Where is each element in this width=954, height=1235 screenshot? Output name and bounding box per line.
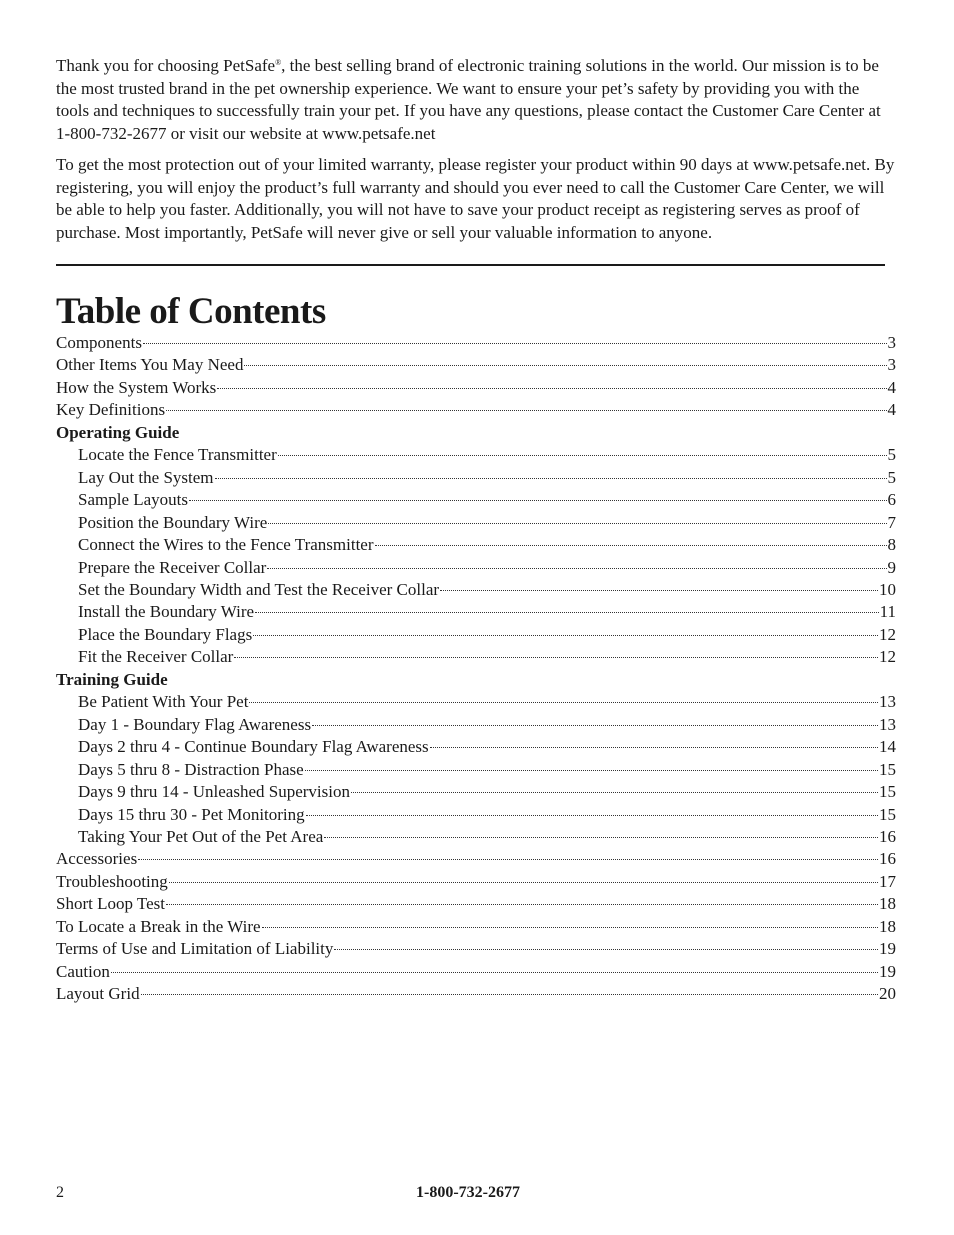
toc-entry-page: 16 bbox=[879, 826, 896, 846]
toc-entry-page: 3 bbox=[887, 355, 896, 375]
toc-dot-leader bbox=[306, 814, 878, 816]
table-of-contents bbox=[56, 332, 896, 1006]
toc-entry bbox=[56, 467, 896, 489]
toc-entry-title: Key Definitions bbox=[56, 400, 166, 420]
toc-entry-title: Terms of Use and Limitation of Liability bbox=[56, 939, 334, 959]
toc-entry-title: Locate the Fence Transmitter bbox=[78, 445, 277, 465]
toc-entry-title: Sample Layouts bbox=[78, 490, 189, 510]
registered-mark: ® bbox=[275, 58, 282, 67]
toc-entry bbox=[56, 354, 896, 376]
toc-entry-page: 13 bbox=[879, 692, 896, 712]
toc-entry-title: Accessories bbox=[56, 849, 138, 869]
toc-entry-title: Operating Guide bbox=[56, 422, 180, 442]
toc-entry bbox=[56, 826, 896, 848]
toc-entry bbox=[56, 691, 896, 713]
toc-dot-leader bbox=[440, 589, 878, 591]
toc-entry bbox=[56, 804, 896, 826]
toc-dot-leader bbox=[278, 454, 887, 456]
toc-entry bbox=[56, 781, 896, 803]
page-number: 2 bbox=[56, 1184, 64, 1201]
footer-phone: 1-800-732-2677 bbox=[416, 1184, 520, 1201]
toc-entry-title: Days 5 thru 8 - Distraction Phase bbox=[78, 759, 304, 779]
toc-entry-title: Days 9 thru 14 - Unleashed Supervision bbox=[78, 782, 350, 802]
toc-entry-title: To Locate a Break in the Wire bbox=[56, 916, 261, 936]
toc-dot-leader bbox=[189, 499, 886, 501]
toc-dot-leader bbox=[255, 611, 879, 613]
toc-entry-page: 15 bbox=[879, 782, 896, 802]
toc-entry-page: 18 bbox=[879, 916, 896, 936]
toc-dot-leader bbox=[111, 971, 878, 973]
toc-entry-title: Connect the Wires to the Fence Transmitter bbox=[78, 535, 374, 555]
toc-entry bbox=[56, 759, 896, 781]
toc-entry bbox=[56, 512, 896, 534]
toc-entry-title: Layout Grid bbox=[56, 984, 140, 1004]
toc-entry-title: Taking Your Pet Out of the Pet Area bbox=[78, 826, 324, 846]
toc-entry-page: 15 bbox=[879, 759, 896, 779]
toc-dot-leader bbox=[334, 948, 878, 950]
toc-dot-leader bbox=[166, 903, 878, 905]
toc-entry-page: 11 bbox=[879, 602, 896, 622]
toc-dot-leader bbox=[430, 746, 878, 748]
toc-entry-page: 5 bbox=[887, 445, 896, 465]
toc-entry bbox=[56, 916, 896, 938]
toc-entry-page: 10 bbox=[879, 579, 896, 599]
toc-entry-title: Days 15 thru 30 - Pet Monitoring bbox=[78, 804, 305, 824]
toc-entry bbox=[56, 332, 896, 354]
toc-entry bbox=[56, 871, 896, 893]
toc-dot-leader bbox=[268, 522, 886, 524]
toc-dot-leader bbox=[215, 477, 887, 479]
toc-entry bbox=[56, 646, 896, 668]
toc-entry-page: 4 bbox=[887, 377, 896, 397]
toc-entry bbox=[56, 601, 896, 623]
toc-entry-page: 3 bbox=[887, 333, 896, 352]
toc-entry-page: 14 bbox=[879, 737, 896, 757]
toc-entry bbox=[56, 624, 896, 646]
toc-dot-leader bbox=[351, 791, 878, 793]
toc-entry-title: Days 2 thru 4 - Continue Boundary Flag Awareness bbox=[78, 737, 429, 757]
toc-entry-page: 17 bbox=[879, 871, 896, 891]
toc-dot-leader bbox=[143, 342, 887, 344]
toc-entry-page: 20 bbox=[879, 984, 896, 1004]
toc-title: Table of Contents bbox=[56, 291, 326, 332]
toc-entry bbox=[56, 399, 896, 421]
toc-entry-title: Day 1 - Boundary Flag Awareness bbox=[78, 714, 312, 734]
toc-entry bbox=[56, 557, 896, 579]
toc-entry bbox=[56, 579, 896, 601]
toc-entry-page: 15 bbox=[879, 804, 896, 824]
toc-entry bbox=[56, 444, 896, 466]
toc-entry-title: Position the Boundary Wire bbox=[78, 512, 268, 532]
toc-entry-title: Set the Boundary Width and Test the Receiver Collar bbox=[78, 579, 440, 599]
intro-paragraph-1 bbox=[56, 52, 896, 145]
toc-entry-title: Install the Boundary Wire bbox=[78, 602, 255, 622]
toc-section-heading bbox=[56, 669, 896, 691]
toc-section-heading bbox=[56, 422, 896, 444]
toc-dot-leader bbox=[305, 769, 878, 771]
toc-dot-leader bbox=[244, 364, 886, 366]
toc-entry-page: 13 bbox=[879, 714, 896, 734]
toc-entry bbox=[56, 848, 896, 870]
toc-entry-title: Training Guide bbox=[56, 669, 168, 689]
toc-dot-leader bbox=[166, 409, 886, 411]
toc-entry bbox=[56, 893, 896, 915]
toc-entry-page: 12 bbox=[879, 647, 896, 667]
toc-entry-title: How the System Works bbox=[56, 377, 217, 397]
toc-dot-leader bbox=[253, 634, 878, 636]
toc-dot-leader bbox=[217, 387, 886, 389]
toc-entry bbox=[56, 983, 896, 1005]
intro-paragraph-2: To get the most protection out of your limited warranty, please register your product within 90 days at www.petsafe.net. By registering, you will enjoy the product’s full warranty and should you ever need to call the Customer Care Center, we will be able to help you faster. Additionally, you will not have to save your product receipt as registering serves as proof of purchase. Most importantly, PetSafe will never give or sell your valuable information to anyone. bbox=[56, 155, 895, 242]
toc-entry-page: 9 bbox=[887, 557, 896, 577]
toc-entry-title: Place the Boundary Flags bbox=[78, 624, 253, 644]
intro-text-start: Thank you for choosing PetSafe bbox=[56, 56, 276, 75]
toc-entry-title: Components bbox=[56, 333, 142, 352]
toc-dot-leader bbox=[267, 567, 886, 569]
toc-entry-title: Lay Out the System bbox=[78, 467, 214, 487]
toc-entry bbox=[56, 736, 896, 758]
toc-dot-leader bbox=[375, 544, 887, 546]
toc-entry bbox=[56, 377, 896, 399]
toc-entry-page: 6 bbox=[887, 490, 896, 510]
toc-dot-leader bbox=[312, 724, 878, 726]
toc-dot-leader bbox=[234, 656, 878, 658]
intro-section bbox=[56, 52, 896, 244]
section-divider bbox=[56, 264, 885, 266]
toc-entry-page: 8 bbox=[887, 535, 896, 555]
toc-entry-page: 16 bbox=[879, 849, 896, 869]
toc-entry bbox=[56, 961, 896, 983]
toc-entry-page: 12 bbox=[879, 624, 896, 644]
toc-dot-leader bbox=[262, 926, 878, 928]
toc-dot-leader bbox=[324, 836, 878, 838]
toc-entry-title: Caution bbox=[56, 961, 110, 981]
toc-entry bbox=[56, 534, 896, 556]
toc-dot-leader bbox=[141, 993, 878, 995]
toc-dot-leader bbox=[138, 858, 878, 860]
toc-entry-page: 18 bbox=[879, 894, 896, 914]
toc-entry-title: Be Patient With Your Pet bbox=[78, 692, 249, 712]
toc-entry-title: Prepare the Receiver Collar bbox=[78, 557, 267, 577]
toc-entry bbox=[56, 938, 896, 960]
toc-entry bbox=[56, 714, 896, 736]
toc-entry-title: Troubleshooting bbox=[56, 871, 168, 891]
toc-dot-leader bbox=[249, 701, 878, 703]
document-page bbox=[56, 52, 896, 1006]
toc-entry-title: Short Loop Test bbox=[56, 894, 165, 914]
intro-text-rest: , the best selling brand of electronic training solutions in the world. Our mission is to be the most trusted brand in the pet ownership experience. We want to ensure your pet’s safety by providing you with the tools and techniques to successfully train your pet. If you have any questions, please contact the Customer Care Center at 1-800-732-2677 or visit our website at www.petsafe.net bbox=[56, 56, 881, 143]
toc-entry-page: 7 bbox=[887, 512, 896, 532]
toc-entry-title: Fit the Receiver Collar bbox=[78, 647, 234, 667]
toc-entry-title: Other Items You May Need bbox=[56, 355, 244, 375]
toc-entry-page: 5 bbox=[887, 467, 896, 487]
toc-dot-leader bbox=[169, 881, 878, 883]
toc-entry bbox=[56, 489, 896, 511]
toc-entry-page: 19 bbox=[879, 939, 896, 959]
toc-entry-page: 19 bbox=[879, 961, 896, 981]
toc-entry-page: 4 bbox=[887, 400, 896, 420]
